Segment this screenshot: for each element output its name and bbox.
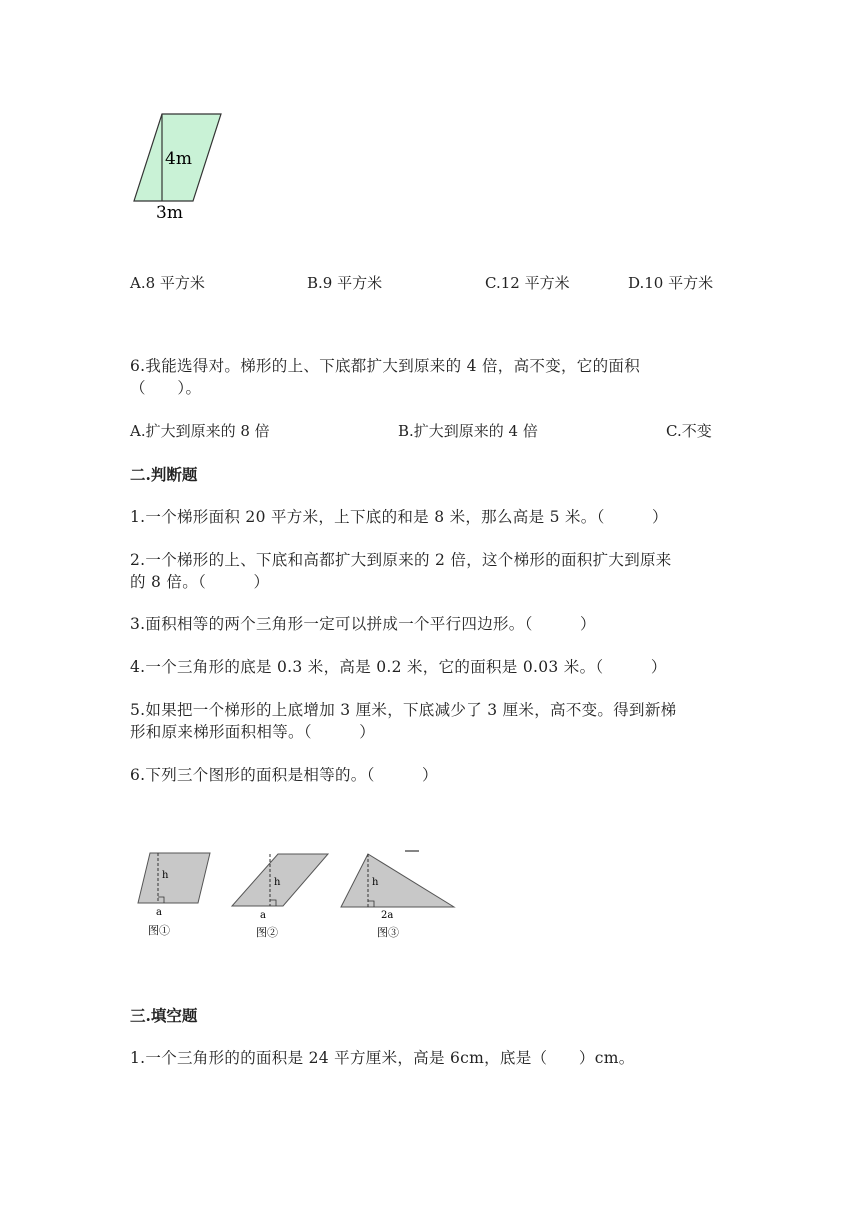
fig1-height-label: h (162, 870, 169, 881)
fig2-height-label: h (274, 877, 281, 888)
parallelogram-height-label: 4m (165, 149, 192, 169)
fig1-caption: 图① (148, 924, 170, 937)
parallelogram-base-label: 3m (156, 203, 183, 223)
section2-title: 二.判断题 (130, 465, 198, 484)
judge-item-2-line2: 的 8 倍。（ ） (130, 573, 270, 591)
parallelogram-figure (125, 105, 235, 230)
q6-question-line1: 6.我能选得对。梯形的上、下底都扩大到原来的 4 倍，高不变，它的面积 (130, 357, 641, 375)
judge-item-6: 6.下列三个图形的面积是相等的。（ ） (130, 766, 438, 784)
fig3-triangle (341, 854, 454, 907)
fig2-caption: 图② (256, 926, 278, 939)
judge-item-5-line1: 5.如果把一个梯形的上底增加 3 厘米，下底减少了 3 厘米，高不变。得到新梯 (130, 701, 677, 719)
q6-option-b[interactable]: B.扩大到原来的 4 倍 (398, 422, 538, 440)
fig1-base-label: a (156, 907, 162, 918)
section3-title: 三.填空题 (130, 1006, 198, 1025)
fill-item-1: 1.一个三角形的的面积是 24 平方厘米，高是 6cm，底是（ ）cm。 (130, 1049, 635, 1067)
judge-item-4: 4.一个三角形的底是 0.3 米，高是 0.2 米，它的面积是 0.03 米。（ ） (130, 658, 667, 676)
fig3-caption: 图③ (377, 926, 399, 939)
q6-question-line2: （ ）。 (130, 379, 202, 397)
fig3-height-label: h (372, 877, 379, 888)
fig3-base-label: 2a (381, 910, 394, 921)
q5-option-c[interactable]: C.12 平方米 (485, 274, 570, 292)
q5-option-d[interactable]: D.10 平方米 (628, 274, 714, 292)
judge-item-5-line2: 形和原来梯形面积相等。（ ） (130, 723, 376, 741)
judge-item-1: 1.一个梯形面积 20 平方米，上下底的和是 8 米，那么高是 5 米。（ ） (130, 508, 668, 526)
q5-option-b[interactable]: B.9 平方米 (307, 274, 383, 292)
judge-item-2-line1: 2.一个梯形的上、下底和高都扩大到原来的 2 倍，这个梯形的面积扩大到原来 (130, 551, 672, 569)
fig1-parallelogram (138, 853, 210, 903)
judge-item-3: 3.面积相等的两个三角形一定可以拼成一个平行四边形。（ ） (130, 615, 596, 633)
three-figures (130, 840, 470, 950)
q5-option-a[interactable]: A.8 平方米 (130, 274, 205, 292)
fig2-base-label: a (260, 910, 266, 921)
q6-option-c[interactable]: C.不变 (666, 422, 712, 440)
q6-option-a[interactable]: A.扩大到原来的 8 倍 (130, 422, 270, 440)
